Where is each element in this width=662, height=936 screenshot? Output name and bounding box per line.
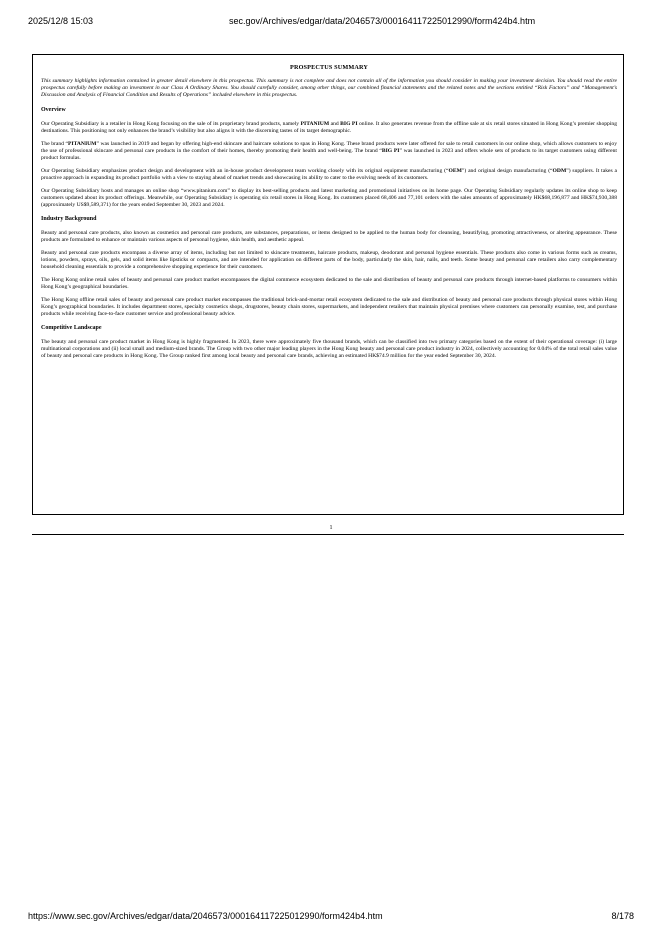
industry-paragraph-2: Beauty and personal care products encompass a diverse array of items, including but not limited to skincare treatments, haircare products, makeup, deodorant and personal hygiene essentials. These products also come in various forms such as creams, lotions, powders, sprays, oils, gels, and solid items like lipsticks or compacts, and are intended for application on different parts of the body, particularly the skin, hair, nails, and teeth. Some beauty and personal care retailers also carry complementary household cleaning essentials to provide a comprehensive shopping experience for their customers. xyxy=(41,250,617,270)
prospectus-summary-box xyxy=(32,54,624,515)
industry-paragraph-3: The Hong Kong online retail sales of beauty and personal care product market encompasses the digital commerce ecosystem dedicated to the sale and distribution of beauty and personal care products through internet-based platforms to consumers within Hong Kong’s geographical boundaries. xyxy=(41,277,617,290)
industry-paragraph-4: The Hong Kong offline retail sales of beauty and personal care product market encompasses the traditional brick-and-mortar retail ecosystem dedicated to the sale and distribution of beauty and personal care products through physical stores within Hong Kong’s geographical boundaries. It includes department stores, specialty cosmetics shops, drugstores, beauty chain stores, supermarkets, and independent retailers that maintain physical premises where customers can personally examine, test, and purchase products while receiving face-to-face customer service and professional beauty advice. xyxy=(41,297,617,317)
print-datetime: 2025/12/8 15:03 xyxy=(28,16,94,26)
overview-heading: Overview xyxy=(41,107,66,113)
overview-paragraph-3: Our Operating Subsidiary emphasizes product design and development with an in-house product development team working closely with its original equipment manufacturing (“OEM”) and original design manufacturing (“ODM”) suppliers. It takes a proactive approach in expanding its product portfolio with a view to staying ahead of market trends and showcasing its ability to cater to the evolving needs of its customers. xyxy=(41,168,617,181)
page-number: 1 xyxy=(329,525,333,531)
print-page-indicator: 8/178 xyxy=(611,911,634,921)
page-bottom-rule xyxy=(32,534,624,535)
industry-paragraph-1: Beauty and personal care products, also known as cosmetics and personal care products, are substances, preparations, or items designed to be applied to the human body for cleansing, beautifying, promoting attractiveness, or altering appearance. These products are formulated to enhance or maintain various aspects of personal hygiene, skin health, and aesthetic appeal. xyxy=(41,230,617,243)
competitive-paragraph-1: The beauty and personal care product market in Hong Kong is highly fragmented. In 2023, there were approximately five thousand brands, which can be classified into two primary categories based on the extent of their operational coverage: (i) large multinational corporations and (ii) local small and medium-sized brands. The Group with two other major leading players in the Hong Kong beauty and personal care product industry in 2024, collectively accounting for 0.04% of the total retail sales value of beauty and personal care products in Hong Kong. The Group ranked first among local beauty and personal care brands, achieving an estimated HK$74.9 million for the year ended September 30, 2024. xyxy=(41,339,617,359)
browser-print-header xyxy=(28,15,634,27)
print-page-title: sec.gov/Archives/edgar/data/2046573/000164117225012990/form424b4.htm xyxy=(229,16,536,26)
overview-paragraph-1: Our Operating Subsidiary is a retailer in Hong Kong focusing on the sale of its proprietary brand products, namely PITANIUM and BIG PI online. It also generates revenue from the offline sale at six retail stores situated in Hong Kong’s premier shopping destinations. This positioning not only enhances the brand’s visibility but also aligns it with the discerning tastes of its target demographic. xyxy=(41,121,618,134)
industry-background-heading: Industry Background xyxy=(41,216,97,222)
overview-paragraph-4: Our Operating Subsidiary hosts and manages an online shop “www.pitanium.com” to display its best-selling products and latest marketing and promotional initiatives on its home page. Our Operating Subsidiary regularly updates its online shop to keep customers updated about its product offerings. Meanwhile, our Operating Subsidiary is operating six retail stores in Hong Kong. Its customers placed 68,406 and 77,101 orders with the sales amounts of approximately HK$68,196,877 and HK$74,930,388 (approximately US$9,589,371) for the years ended September 30, 2023 and 2024. xyxy=(41,188,617,208)
overview-paragraph-2: The brand “PITANIUM” was launched in 2019 and began by offering high-end skincare and haircare solutions to spas in Hong Kong. These brand products were later offered for sale to retail customers in our online shop, which allows customers to enjoy the use of professional skincare and personal care products in the comfort of their homes, thereby promoting their health and well-being. The brand “BIG PI” was launched in 2023 and offers whole sets of products to its target customers using different product formulas. xyxy=(41,141,617,161)
intro-paragraph: This summary highlights information contained in greater detail elsewhere in this prospectus. This summary is not complete and does not contain all of the information you should consider in making your investment decision. You should read the entire prospectus carefully before making an investment in our Class A Ordinary Shares. You should carefully consider, among other things, our combined financial statements and the related notes and the sections entitled “Risk Factors” and “Management’s Discussion and Analysis of Financial Condition and Results of Operations” included elsewhere in this prospectus. xyxy=(41,78,617,98)
competitive-landscape-heading: Competitive Landscape xyxy=(41,325,102,331)
print-url: https://www.sec.gov/Archives/edgar/data/2046573/000164117225012990/form424b4.htm xyxy=(28,911,383,921)
document-title: PROSPECTUS SUMMARY xyxy=(290,64,368,71)
browser-print-footer xyxy=(28,910,634,922)
